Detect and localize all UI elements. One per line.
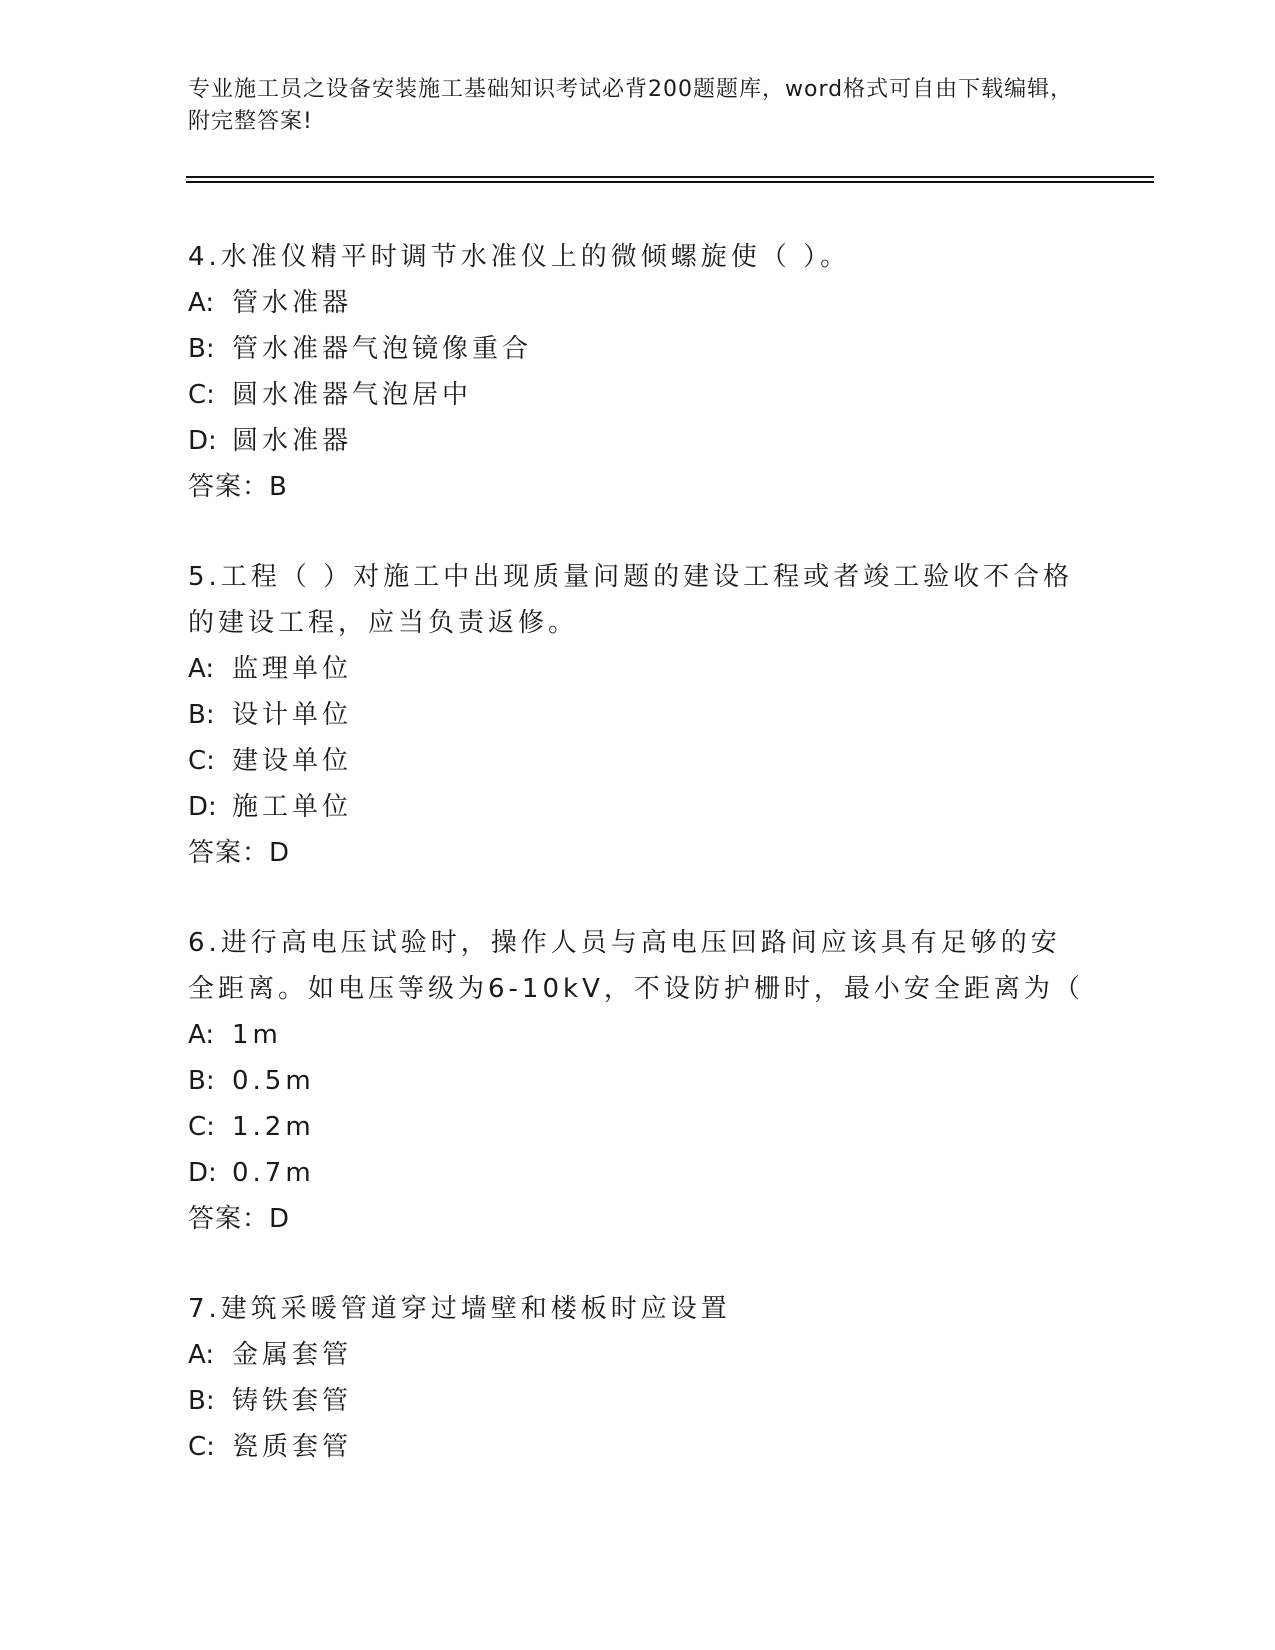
option-a: [188, 1012, 1088, 1058]
option-key: C:: [188, 746, 215, 776]
option-text: 瓷质套管: [232, 1432, 353, 1462]
option-text: 0.7m: [232, 1158, 315, 1188]
option-key: A:: [188, 1020, 215, 1050]
option-key: A:: [188, 654, 215, 684]
option-a: [188, 1332, 1088, 1378]
option-a: [188, 646, 1088, 692]
question-6: [188, 920, 1088, 1242]
option-b: [188, 326, 1088, 372]
option-d: [188, 1150, 1088, 1196]
option-d: [188, 784, 1088, 830]
header-divider-bottom: [186, 181, 1154, 183]
document-header: 专业施工员之设备安装施工基础知识考试必背200题题库，word格式可自由下载编辑，附完整答案!: [188, 77, 1074, 134]
question-stem: 6.进行高电压试验时，操作人员与高电压回路间应该具有足够的安全距离。如电压等级为6-10kV，不设防护栅时，最小安全距离为（: [188, 928, 1084, 1004]
option-key: B:: [188, 334, 215, 364]
option-text: 1m: [232, 1020, 282, 1050]
option-text: 施工单位: [232, 792, 353, 822]
option-text: 圆水准器气泡居中: [232, 380, 473, 410]
option-key: D:: [188, 1158, 217, 1188]
option-text: 管水准器气泡镜像重合: [232, 334, 533, 364]
option-key: B:: [188, 1066, 215, 1096]
question-stem: 7.建筑采暖管道穿过墙壁和楼板时应设置: [188, 1294, 731, 1324]
question-7: [188, 1286, 1088, 1470]
option-text: 设计单位: [232, 700, 353, 730]
option-key: C:: [188, 380, 215, 410]
option-key: B:: [188, 1386, 215, 1416]
option-c: [188, 1424, 1088, 1470]
header-divider-top: [186, 176, 1154, 178]
answer-line: 答案：D: [188, 838, 291, 868]
question-5: [188, 554, 1088, 876]
option-text: 监理单位: [232, 654, 353, 684]
option-key: B:: [188, 700, 215, 730]
option-text: 管水准器: [232, 288, 353, 318]
option-key: D:: [188, 426, 217, 456]
option-text: 圆水准器: [232, 426, 353, 456]
question-4: [188, 234, 1088, 510]
option-b: [188, 692, 1088, 738]
option-key: D:: [188, 792, 217, 822]
question-stem: 5.工程（ ）对施工中出现质量问题的建设工程或者竣工验收不合格的建设工程，应当负责返修。: [188, 562, 1074, 638]
option-a: [188, 280, 1088, 326]
option-text: 金属套管: [232, 1340, 353, 1370]
option-b: [188, 1378, 1088, 1424]
option-key: A:: [188, 1340, 215, 1370]
option-key: C:: [188, 1432, 215, 1462]
option-key: A:: [188, 288, 215, 318]
question-stem: 4.水准仪精平时调节水准仪上的微倾螺旋使（ ）。: [188, 242, 851, 272]
option-c: [188, 372, 1088, 418]
option-text: 建设单位: [232, 746, 353, 776]
option-c: [188, 738, 1088, 784]
option-d: [188, 418, 1088, 464]
option-text: 铸铁套管: [232, 1386, 353, 1416]
option-text: 0.5m: [232, 1066, 315, 1096]
answer-line: 答案：D: [188, 1204, 291, 1234]
option-c: [188, 1104, 1088, 1150]
option-key: C:: [188, 1112, 215, 1142]
option-b: [188, 1058, 1088, 1104]
option-text: 1.2m: [232, 1112, 315, 1142]
answer-line: 答案：B: [188, 472, 288, 502]
